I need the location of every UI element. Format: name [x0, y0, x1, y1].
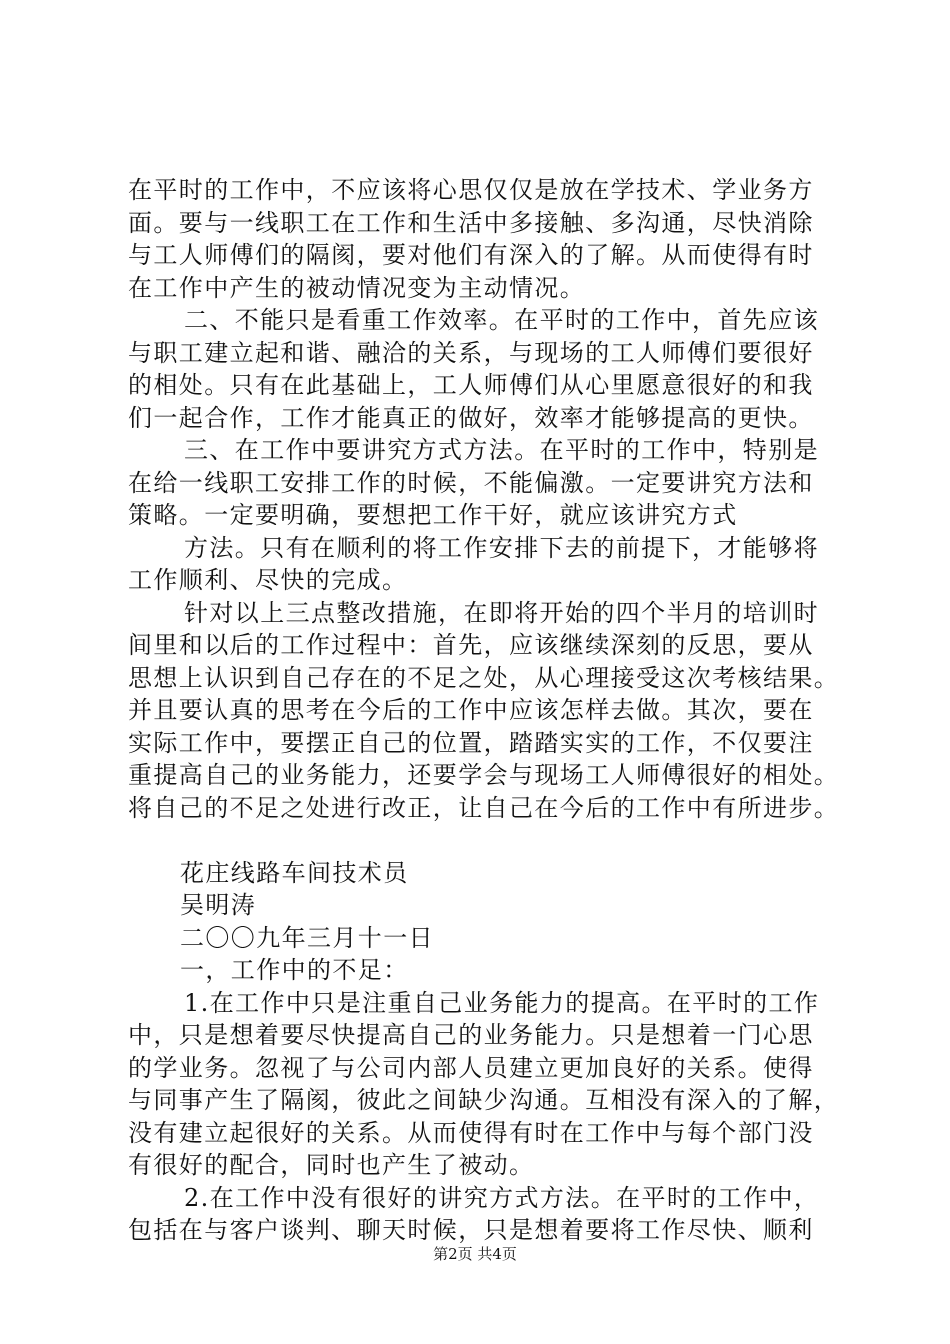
paragraph-line: 与同事产生了隔阂，彼此之间缺少沟通。互相没有深入的了解，	[128, 1086, 840, 1114]
paragraph-line: 包括在与客户谈判、聊天时候，只是想着要将工作尽快、顺利	[128, 1216, 814, 1244]
section-heading: 一，工作中的不足：	[180, 956, 409, 984]
paragraph-line: 并且要认真的思考在今后的工作中应该怎样去做。其次，要在	[128, 696, 814, 724]
paragraph-line: 与职工建立起和谐、融洽的关系，与现场的工人师傅们要很好	[128, 338, 814, 367]
paragraph-line: 二、不能只是看重工作效率。在平时的工作中，首先应该	[184, 306, 819, 334]
paragraph-line: 的学业务。忽视了与公司内部人员建立更加良好的关系。使得	[128, 1053, 814, 1082]
signature-name: 吴明涛	[180, 891, 257, 919]
signature-date: 二〇〇九年三月十一日	[180, 923, 434, 952]
paragraph-line: 们一起合作，工作才能真正的做好，效率才能够提高的更快。	[128, 403, 814, 432]
paragraph-line: 在平时的工作中，不应该将心思仅仅是放在学技术、学业务方	[128, 176, 814, 204]
paragraph-line: 的相处。只有在此基础上，工人师傅们从心里愿意很好的和我	[128, 371, 814, 399]
paragraph-line: 工作顺利、尽快的完成。	[128, 566, 408, 594]
paragraph-line: 有很好的配合，同时也产生了被动。	[128, 1151, 535, 1179]
page-footer: 第2页 共4页	[433, 1245, 517, 1263]
paragraph-line: 重提高自己的业务能力，还要学会与现场工人师傅很好的相处。	[128, 761, 840, 789]
paragraph-line: 中，只是想着要尽快提高自己的业务能力。只是想着一门心思	[128, 1021, 814, 1049]
paragraph-line: 1.在工作中只是注重自己业务能力的提高。在平时的工作	[184, 988, 820, 1017]
paragraph-line: 与工人师傅们的隔阂，要对他们有深入的了解。从而使得有时	[128, 241, 814, 269]
paragraph-line: 思想上认识到自己存在的不足之处，从心理接受这次考核结果。	[128, 663, 840, 692]
paragraph-line: 没有建立起很好的关系。从而使得有时在工作中与每个部门没	[128, 1118, 814, 1147]
paragraph-line: 策略。一定要明确，要想把工作干好，就应该讲究方式	[128, 501, 738, 529]
blank-line	[128, 824, 833, 857]
paragraph-line: 面。要与一线职工在工作和生活中多接触、多沟通，尽快消除	[128, 208, 814, 237]
paragraph-line: 实际工作中，要摆正自己的位置，踏踏实实的工作，不仅要注	[128, 728, 814, 757]
paragraph-line: 方法。只有在顺利的将工作安排下去的前提下，才能够将	[184, 533, 819, 562]
paragraph-line: 三、在工作中要讲究方式方法。在平时的工作中，特别是	[184, 436, 819, 464]
paragraph-line: 在工作中产生的被动情况变为主动情况。	[128, 273, 586, 302]
paragraph-line: 针对以上三点整改措施，在即将开始的四个半月的培训时	[184, 598, 819, 627]
signature-department: 花庄线路车间技术员	[180, 858, 409, 887]
paragraph-line: 2.在工作中没有很好的讲究方式方法。在平时的工作中，	[184, 1183, 820, 1212]
paragraph-line: 在给一线职工安排工作的时候，不能偏激。一定要讲究方法和	[128, 468, 814, 497]
document-body	[128, 174, 840, 1247]
paragraph-line: 将自己的不足之处进行改正，让自己在今后的工作中有所进步。	[128, 793, 840, 822]
paragraph-line: 间里和以后的工作过程中：首先，应该继续深刻的反思，要从	[128, 631, 814, 659]
